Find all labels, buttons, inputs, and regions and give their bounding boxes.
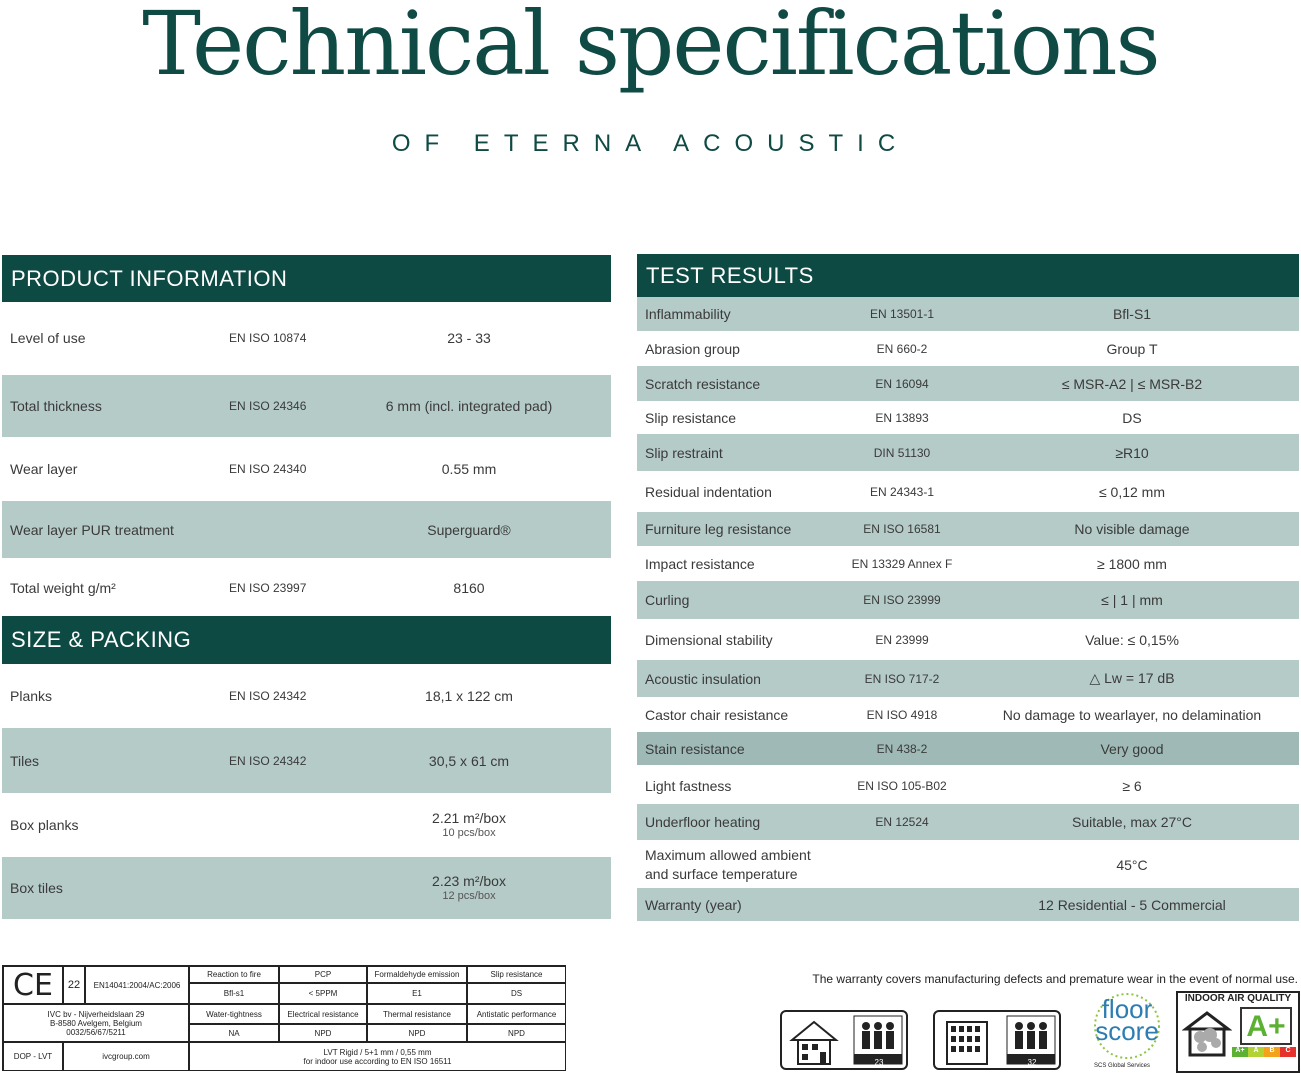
ce-value: NPD xyxy=(367,1024,467,1042)
row-label: Total thickness xyxy=(10,398,102,414)
row-value: Suitable, max 27°C xyxy=(1072,814,1192,830)
table-row xyxy=(637,401,1299,434)
row-value: ≤ | 1 | mm xyxy=(1101,592,1163,608)
table-row xyxy=(637,843,1299,886)
row-value: Value: ≤ 0,15% xyxy=(1085,632,1179,648)
table-row xyxy=(637,297,1299,331)
table-row xyxy=(2,667,611,725)
row-norm: EN 13329 Annex F xyxy=(851,557,953,571)
row-value: No damage to wearlayer, no delamination xyxy=(1002,707,1262,723)
company-line: 0032/56/67/5211 xyxy=(66,1027,126,1037)
table-row xyxy=(637,547,1299,581)
row-value: 45°C xyxy=(1116,856,1148,873)
ce-value: NA xyxy=(189,1024,279,1042)
row-value: Superguard® xyxy=(427,521,511,538)
ce-dop: DOP - LVT xyxy=(3,1042,63,1071)
row-label: Wear layer PUR treatment xyxy=(10,521,174,538)
row-value: 18,1 x 122 cm xyxy=(425,688,513,704)
row-value: Very good xyxy=(1100,740,1164,757)
row-norm: EN ISO 24346 xyxy=(229,399,307,413)
row-label: Curling xyxy=(645,592,690,608)
row-label: Scratch resistance xyxy=(645,375,761,392)
indoor-air-quality-label xyxy=(1176,991,1300,1073)
house-cloud-icon xyxy=(1182,1007,1232,1057)
row-norm: EN ISO 717-2 xyxy=(864,671,940,686)
usage-class-number: 32 xyxy=(1027,1058,1037,1067)
table-row xyxy=(2,796,611,854)
ce-header: Electrical resistance xyxy=(279,1004,367,1024)
ce-value: NPD xyxy=(467,1024,566,1042)
row-label: Box tiles xyxy=(10,880,63,896)
row-norm: EN ISO 24342 xyxy=(229,689,307,703)
iaq-scale-item: C xyxy=(1280,1047,1296,1057)
row-value: Bfl-S1 xyxy=(1112,306,1152,322)
row-value: ≥ 6 xyxy=(1122,777,1142,794)
iaq-scale-item: A+ xyxy=(1232,1047,1248,1057)
row-value: No visible damage xyxy=(1074,521,1190,537)
row-label: Level of use xyxy=(10,330,86,346)
row-value: 12 Residential - 5 Commercial xyxy=(1038,896,1226,913)
row-norm: EN ISO 24340 xyxy=(229,462,307,476)
row-value: ≥R10 xyxy=(1115,444,1149,461)
row-norm: EN ISO 10874 xyxy=(229,331,307,345)
row-label: Underfloor heating xyxy=(645,814,761,830)
row-label: Total weight g/m² xyxy=(10,579,116,596)
row-norm: EN 16094 xyxy=(875,376,929,391)
row-norm: DIN 51130 xyxy=(873,445,931,460)
iaq-grade: A+ xyxy=(1240,1007,1292,1045)
row-label: Abrasion group xyxy=(645,340,740,357)
usage-class-number: 23 xyxy=(874,1058,884,1067)
row-norm: EN 13893 xyxy=(875,410,929,425)
row-label: Warranty (year) xyxy=(645,896,742,913)
iaq-scale xyxy=(1232,1047,1296,1057)
ce-value: Bfl-s1 xyxy=(189,983,279,1004)
ce-year: 22 xyxy=(63,966,85,1004)
company-line: IVC bv - Nijverheidslaan 29 xyxy=(47,1009,145,1019)
row-norm: EN 24343-1 xyxy=(869,484,935,499)
iaq-scale-item: A xyxy=(1248,1047,1264,1057)
ce-header: Formaldehyde emission xyxy=(367,966,467,983)
row-label: Wear layer xyxy=(10,461,78,477)
row-norm: EN ISO 24342 xyxy=(229,753,307,768)
table-row xyxy=(637,581,1299,619)
row-label: Furniture leg resistance xyxy=(645,521,792,537)
ce-label xyxy=(2,965,566,1071)
row-norm: EN 660-2 xyxy=(876,341,928,356)
table-row xyxy=(2,440,611,498)
row-value xyxy=(322,874,616,901)
row-norm: EN 12524 xyxy=(875,815,929,829)
row-label: Planks xyxy=(10,688,53,704)
row-label: Stain resistance xyxy=(645,740,745,757)
row-value: Group T xyxy=(1106,340,1158,357)
company-line: B-8580 Avelgem, Belgium xyxy=(50,1018,142,1028)
ce-mark: CE xyxy=(3,966,63,1004)
row-norm: EN 438-2 xyxy=(876,741,928,756)
table-row xyxy=(637,699,1299,731)
table-row xyxy=(2,307,611,369)
ce-value: NPD xyxy=(279,1024,367,1042)
table-row xyxy=(637,804,1299,840)
row-value xyxy=(322,811,616,838)
row-value: 30,5 x 61 cm xyxy=(428,752,510,769)
row-label: Inflammability xyxy=(645,306,731,322)
row-value: ≤ MSR-A2 | ≤ MSR-B2 xyxy=(1061,375,1203,392)
table-row xyxy=(637,888,1299,921)
row-norm: EN ISO 4918 xyxy=(866,708,938,722)
ce-value: DS xyxy=(467,983,566,1004)
row-norm: EN ISO 16581 xyxy=(863,522,941,536)
row-value: DS xyxy=(1122,409,1142,426)
floorscore-cert: SCS Global Services xyxy=(1094,1063,1151,1069)
row-label: Castor chair resistance xyxy=(645,707,789,723)
floorscore-word: score xyxy=(1095,1016,1159,1046)
table-row xyxy=(2,501,611,558)
table-row xyxy=(2,728,611,793)
row-label: Maximum allowed ambient and surface temperature xyxy=(645,847,811,882)
row-label: Slip resistance xyxy=(645,409,737,426)
floorscore-logo xyxy=(1084,992,1170,1074)
row-value: 23 - 33 xyxy=(447,330,491,346)
size-packing-heading: SIZE & PACKING xyxy=(2,616,611,664)
product-line: LVT Rigid / 5+1 mm / 0,55 mm xyxy=(323,1047,432,1057)
warranty-note: The warranty covers manufacturing defects and premature wear in the event of normal use. xyxy=(812,972,1298,986)
box-pieces: 10 pcs/box xyxy=(442,826,496,839)
row-value: ≥ 1800 mm xyxy=(1097,556,1167,572)
table-row xyxy=(637,473,1299,510)
row-value: ≤ 0,12 mm xyxy=(1098,483,1166,500)
row-label: Light fastness xyxy=(645,777,732,794)
ce-header: Antistatic performance xyxy=(467,1004,566,1024)
row-label: Slip restraint xyxy=(645,444,723,461)
ce-value: < 5PPM xyxy=(279,983,367,1004)
row-label: Acoustic insulation xyxy=(645,670,761,687)
ce-header: Water-tightness xyxy=(189,1004,279,1024)
usage-class-commercial-icon xyxy=(933,1010,1061,1070)
row-norm: EN ISO 105-B02 xyxy=(857,778,947,793)
row-norm: EN ISO 23997 xyxy=(229,580,307,595)
row-value: 6 mm (incl. integrated pad) xyxy=(385,398,553,414)
page-subtitle: OF ETERNA ACOUSTIC xyxy=(391,130,910,157)
floorscore-word: floor xyxy=(1101,994,1153,1024)
table-row xyxy=(2,857,611,919)
row-label: Box planks xyxy=(10,817,79,833)
ce-value: E1 xyxy=(367,983,467,1004)
ce-company xyxy=(3,1004,189,1042)
product-line: for indoor use according to EN ISO 16511 xyxy=(303,1056,452,1066)
table-row xyxy=(637,767,1299,804)
row-label: Tiles xyxy=(10,752,40,769)
page-title: Technical specifications xyxy=(142,0,1159,95)
table-row xyxy=(637,512,1299,546)
iaq-scale-item: B xyxy=(1264,1047,1280,1057)
iaq-title: INDOOR AIR QUALITY xyxy=(1184,993,1292,1004)
usage-class-residential-icon xyxy=(780,1010,908,1070)
table-row xyxy=(637,622,1299,658)
ce-product-description xyxy=(189,1042,566,1071)
table-row xyxy=(2,560,611,615)
table-row xyxy=(637,660,1299,697)
row-label: Residual indentation xyxy=(645,483,772,500)
row-label: Dimensional stability xyxy=(645,632,773,648)
row-value: 8160 xyxy=(453,579,485,596)
row-value: △ Lw = 17 dB xyxy=(1089,670,1175,686)
ce-standard: EN14041:2004/AC:2006 xyxy=(85,966,189,1004)
product-information-heading: PRODUCT INFORMATION xyxy=(2,255,611,302)
box-area: 2.23 m²/box xyxy=(432,873,506,890)
table-row xyxy=(637,331,1299,366)
row-norm: EN ISO 23999 xyxy=(863,593,941,607)
table-row xyxy=(2,375,611,437)
ce-website: ivcgroup.com xyxy=(63,1042,189,1071)
box-pieces: 12 pcs/box xyxy=(442,889,496,902)
ce-header: Thermal resistance xyxy=(367,1004,467,1024)
ce-header: Slip resistance xyxy=(467,966,566,983)
table-row xyxy=(637,732,1299,765)
box-area: 2.21 m²/box xyxy=(432,810,506,827)
ce-header: Reaction to fire xyxy=(189,966,279,983)
ce-header: PCP xyxy=(279,966,367,983)
row-norm: EN 23999 xyxy=(875,633,929,647)
row-label: Impact resistance xyxy=(645,556,755,572)
test-results-heading: TEST RESULTS xyxy=(637,254,1299,297)
row-value: 0.55 mm xyxy=(441,461,497,477)
table-row xyxy=(637,434,1299,471)
table-row xyxy=(637,366,1299,401)
row-norm: EN 13501-1 xyxy=(869,307,935,321)
